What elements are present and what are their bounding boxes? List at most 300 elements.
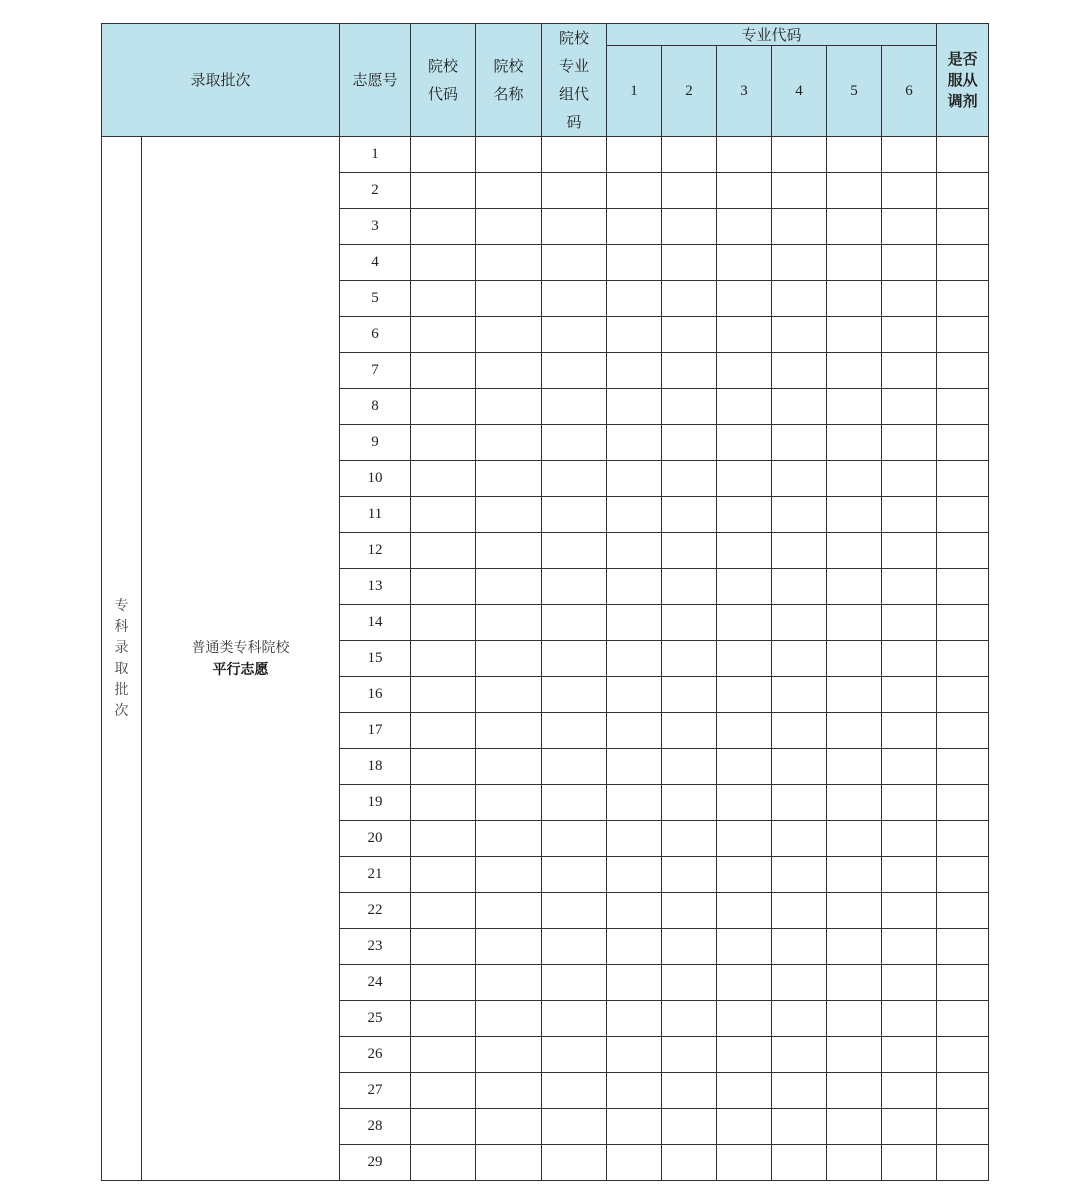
major-code-3-cell[interactable]: [717, 749, 772, 785]
major-code-1-cell[interactable]: [607, 173, 662, 209]
major-code-6-cell[interactable]: [882, 1073, 937, 1109]
group-code-cell[interactable]: [542, 245, 607, 281]
major-code-4-cell[interactable]: [772, 929, 827, 965]
group-code-cell[interactable]: [542, 857, 607, 893]
major-code-1-cell[interactable]: [607, 821, 662, 857]
group-code-cell[interactable]: [542, 1001, 607, 1037]
adjustment-cell[interactable]: [937, 713, 989, 749]
major-code-5-cell[interactable]: [827, 1109, 882, 1145]
school-name-cell[interactable]: [476, 677, 542, 713]
major-code-3-cell[interactable]: [717, 425, 772, 461]
major-code-2-cell[interactable]: [662, 893, 717, 929]
major-code-4-cell[interactable]: [772, 749, 827, 785]
major-code-2-cell[interactable]: [662, 245, 717, 281]
major-code-1-cell[interactable]: [607, 317, 662, 353]
major-code-1-cell[interactable]: [607, 713, 662, 749]
major-code-1-cell[interactable]: [607, 569, 662, 605]
major-code-3-cell[interactable]: [717, 929, 772, 965]
major-code-3-cell[interactable]: [717, 461, 772, 497]
school-code-cell[interactable]: [411, 821, 476, 857]
major-code-1-cell[interactable]: [607, 857, 662, 893]
group-code-cell[interactable]: [542, 425, 607, 461]
major-code-6-cell[interactable]: [882, 749, 937, 785]
wish-number: 14: [340, 605, 411, 641]
major-code-2-cell[interactable]: [662, 857, 717, 893]
major-code-4-cell[interactable]: [772, 497, 827, 533]
major-code-1-cell[interactable]: [607, 605, 662, 641]
major-code-2-cell[interactable]: [662, 785, 717, 821]
major-code-5-cell[interactable]: [827, 965, 882, 1001]
major-code-6-cell[interactable]: [882, 1001, 937, 1037]
adjustment-cell[interactable]: [937, 1109, 989, 1145]
school-code-cell[interactable]: [411, 857, 476, 893]
school-code-cell[interactable]: [411, 893, 476, 929]
major-code-6-cell[interactable]: [882, 1145, 937, 1181]
group-code-cell[interactable]: [542, 173, 607, 209]
major-code-5-cell[interactable]: [827, 821, 882, 857]
header-school-name: 院校 名称: [476, 24, 542, 137]
major-code-3-cell[interactable]: [717, 605, 772, 641]
school-code-cell[interactable]: [411, 137, 476, 173]
major-code-4-cell[interactable]: [772, 605, 827, 641]
school-name-cell[interactable]: [476, 317, 542, 353]
major-code-5-cell[interactable]: [827, 1145, 882, 1181]
major-code-6-cell[interactable]: [882, 677, 937, 713]
major-code-4-cell[interactable]: [772, 1109, 827, 1145]
group-code-cell[interactable]: [542, 641, 607, 677]
major-code-3-cell[interactable]: [717, 389, 772, 425]
major-code-4-cell[interactable]: [772, 317, 827, 353]
group-code-cell[interactable]: [542, 209, 607, 245]
major-code-5-cell[interactable]: [827, 245, 882, 281]
major-code-5-cell[interactable]: [827, 461, 882, 497]
major-code-4-cell[interactable]: [772, 1073, 827, 1109]
major-code-2-cell[interactable]: [662, 425, 717, 461]
major-code-4-cell[interactable]: [772, 425, 827, 461]
school-code-cell[interactable]: [411, 713, 476, 749]
major-code-2-cell[interactable]: [662, 1109, 717, 1145]
major-code-1-cell[interactable]: [607, 785, 662, 821]
major-code-5-cell[interactable]: [827, 317, 882, 353]
school-code-cell[interactable]: [411, 353, 476, 389]
major-code-3-cell[interactable]: [717, 893, 772, 929]
major-code-5-cell[interactable]: [827, 497, 882, 533]
major-code-4-cell[interactable]: [772, 893, 827, 929]
school-code-cell[interactable]: [411, 605, 476, 641]
major-code-4-cell[interactable]: [772, 785, 827, 821]
major-code-5-cell[interactable]: [827, 1037, 882, 1073]
major-code-5-cell[interactable]: [827, 893, 882, 929]
major-code-1-cell[interactable]: [607, 965, 662, 1001]
adjustment-cell[interactable]: [937, 605, 989, 641]
major-code-2-cell[interactable]: [662, 1037, 717, 1073]
header-school-code: 院校 代码: [411, 24, 476, 137]
school-code-cell[interactable]: [411, 317, 476, 353]
school-code-cell[interactable]: [411, 641, 476, 677]
school-name-cell[interactable]: [476, 173, 542, 209]
major-code-6-cell[interactable]: [882, 893, 937, 929]
major-code-1-cell[interactable]: [607, 497, 662, 533]
school-name-cell[interactable]: [476, 389, 542, 425]
adjustment-cell[interactable]: [937, 785, 989, 821]
adjustment-cell[interactable]: [937, 245, 989, 281]
adjustment-cell[interactable]: [937, 281, 989, 317]
major-code-1-cell[interactable]: [607, 137, 662, 173]
school-name-cell[interactable]: [476, 533, 542, 569]
adjustment-cell[interactable]: [937, 677, 989, 713]
group-code-cell[interactable]: [542, 893, 607, 929]
major-code-2-cell[interactable]: [662, 317, 717, 353]
major-code-4-cell[interactable]: [772, 461, 827, 497]
major-code-5-cell[interactable]: [827, 929, 882, 965]
adjustment-cell[interactable]: [937, 425, 989, 461]
major-code-4-cell[interactable]: [772, 965, 827, 1001]
group-code-cell[interactable]: [542, 497, 607, 533]
adjustment-cell[interactable]: [937, 1037, 989, 1073]
major-code-6-cell[interactable]: [882, 389, 937, 425]
major-code-4-cell[interactable]: [772, 353, 827, 389]
major-code-3-cell[interactable]: [717, 1109, 772, 1145]
major-code-1-cell[interactable]: [607, 425, 662, 461]
major-code-4-cell[interactable]: [772, 173, 827, 209]
major-code-2-cell[interactable]: [662, 929, 717, 965]
major-code-4-cell[interactable]: [772, 389, 827, 425]
major-code-6-cell[interactable]: [882, 1037, 937, 1073]
major-code-3-cell[interactable]: [717, 641, 772, 677]
major-code-1-cell[interactable]: [607, 641, 662, 677]
group-code-cell[interactable]: [542, 749, 607, 785]
wish-number: 17: [340, 713, 411, 749]
major-code-6-cell[interactable]: [882, 965, 937, 1001]
school-name-cell[interactable]: [476, 137, 542, 173]
major-code-4-cell[interactable]: [772, 641, 827, 677]
school-code-cell[interactable]: [411, 533, 476, 569]
wish-number: 9: [340, 425, 411, 461]
major-code-4-cell[interactable]: [772, 1145, 827, 1181]
school-name-cell[interactable]: [476, 821, 542, 857]
major-code-2-cell[interactable]: [662, 497, 717, 533]
major-code-1-cell[interactable]: [607, 893, 662, 929]
category-type: 平行志愿: [212, 661, 269, 678]
school-name-cell[interactable]: [476, 893, 542, 929]
school-code-cell[interactable]: [411, 929, 476, 965]
major-code-5-cell[interactable]: [827, 1001, 882, 1037]
major-code-2-cell[interactable]: [662, 353, 717, 389]
wish-number: 8: [340, 389, 411, 425]
school-code-cell[interactable]: [411, 425, 476, 461]
school-name-cell[interactable]: [476, 353, 542, 389]
group-code-cell[interactable]: [542, 533, 607, 569]
major-code-3-cell[interactable]: [717, 173, 772, 209]
major-code-6-cell[interactable]: [882, 353, 937, 389]
school-code-cell[interactable]: [411, 245, 476, 281]
adjustment-cell[interactable]: [937, 353, 989, 389]
group-code-cell[interactable]: [542, 353, 607, 389]
group-code-cell[interactable]: [542, 713, 607, 749]
major-code-3-cell[interactable]: [717, 677, 772, 713]
group-code-cell[interactable]: [542, 605, 607, 641]
adjustment-cell[interactable]: [937, 461, 989, 497]
major-code-2-cell[interactable]: [662, 461, 717, 497]
major-code-2-cell[interactable]: [662, 749, 717, 785]
major-code-6-cell[interactable]: [882, 137, 937, 173]
school-name-cell[interactable]: [476, 569, 542, 605]
major-code-2-cell[interactable]: [662, 1145, 717, 1181]
adjustment-cell[interactable]: [937, 137, 989, 173]
group-code-cell[interactable]: [542, 821, 607, 857]
school-name-cell[interactable]: [476, 965, 542, 1001]
major-code-1-cell[interactable]: [607, 281, 662, 317]
major-code-1-cell[interactable]: [607, 1001, 662, 1037]
major-code-4-cell[interactable]: [772, 1037, 827, 1073]
major-code-5-cell[interactable]: [827, 353, 882, 389]
major-code-5-cell[interactable]: [827, 857, 882, 893]
major-code-6-cell[interactable]: [882, 209, 937, 245]
adjustment-cell[interactable]: [937, 1145, 989, 1181]
adjustment-cell[interactable]: [937, 1073, 989, 1109]
major-code-4-cell[interactable]: [772, 137, 827, 173]
major-code-5-cell[interactable]: [827, 1073, 882, 1109]
school-code-cell[interactable]: [411, 1109, 476, 1145]
major-code-3-cell[interactable]: [717, 209, 772, 245]
group-code-cell[interactable]: [542, 1037, 607, 1073]
major-code-3-cell[interactable]: [717, 245, 772, 281]
adjustment-cell[interactable]: [937, 929, 989, 965]
adjustment-cell[interactable]: [937, 389, 989, 425]
major-code-4-cell[interactable]: [772, 245, 827, 281]
adjustment-cell[interactable]: [937, 173, 989, 209]
major-code-1-cell[interactable]: [607, 389, 662, 425]
group-code-cell[interactable]: [542, 461, 607, 497]
major-code-6-cell[interactable]: [882, 533, 937, 569]
school-name-cell[interactable]: [476, 1073, 542, 1109]
major-code-3-cell[interactable]: [717, 281, 772, 317]
school-code-cell[interactable]: [411, 749, 476, 785]
school-name-cell[interactable]: [476, 605, 542, 641]
major-code-3-cell[interactable]: [717, 1037, 772, 1073]
major-code-5-cell[interactable]: [827, 425, 882, 461]
major-code-1-cell[interactable]: [607, 533, 662, 569]
school-code-cell[interactable]: [411, 785, 476, 821]
major-code-3-cell[interactable]: [717, 713, 772, 749]
wish-number: 11: [340, 497, 411, 533]
group-code-cell[interactable]: [542, 965, 607, 1001]
major-code-1-cell[interactable]: [607, 461, 662, 497]
school-name-cell[interactable]: [476, 641, 542, 677]
school-name-cell[interactable]: [476, 1037, 542, 1073]
major-code-2-cell[interactable]: [662, 173, 717, 209]
group-code-cell[interactable]: [542, 929, 607, 965]
major-code-3-cell[interactable]: [717, 353, 772, 389]
school-code-cell[interactable]: [411, 677, 476, 713]
adjustment-cell[interactable]: [937, 893, 989, 929]
adjustment-cell[interactable]: [937, 749, 989, 785]
major-code-4-cell[interactable]: [772, 857, 827, 893]
major-code-2-cell[interactable]: [662, 641, 717, 677]
major-code-4-cell[interactable]: [772, 533, 827, 569]
major-code-1-cell[interactable]: [607, 353, 662, 389]
major-code-6-cell[interactable]: [882, 497, 937, 533]
major-code-5-cell[interactable]: [827, 569, 882, 605]
group-code-cell[interactable]: [542, 1109, 607, 1145]
major-code-6-cell[interactable]: [882, 641, 937, 677]
major-code-3-cell[interactable]: [717, 317, 772, 353]
major-code-6-cell[interactable]: [882, 929, 937, 965]
school-name-cell[interactable]: [476, 713, 542, 749]
header-wish-number: 志愿号: [340, 24, 411, 137]
major-code-6-cell[interactable]: [882, 281, 937, 317]
major-code-5-cell[interactable]: [827, 209, 882, 245]
school-name-cell[interactable]: [476, 497, 542, 533]
major-code-2-cell[interactable]: [662, 209, 717, 245]
major-code-2-cell[interactable]: [662, 965, 717, 1001]
group-code-cell[interactable]: [542, 137, 607, 173]
adjustment-cell[interactable]: [937, 965, 989, 1001]
major-code-6-cell[interactable]: [882, 569, 937, 605]
major-code-3-cell[interactable]: [717, 1001, 772, 1037]
major-code-1-cell[interactable]: [607, 749, 662, 785]
major-code-4-cell[interactable]: [772, 1001, 827, 1037]
adjustment-cell[interactable]: [937, 533, 989, 569]
school-code-cell[interactable]: [411, 1001, 476, 1037]
school-name-cell[interactable]: [476, 461, 542, 497]
adjustment-cell[interactable]: [937, 821, 989, 857]
major-code-5-cell[interactable]: [827, 713, 882, 749]
school-code-cell[interactable]: [411, 389, 476, 425]
school-name-cell[interactable]: [476, 785, 542, 821]
major-code-3-cell[interactable]: [717, 533, 772, 569]
school-name-cell[interactable]: [476, 1001, 542, 1037]
adjustment-cell[interactable]: [937, 641, 989, 677]
major-code-5-cell[interactable]: [827, 173, 882, 209]
major-code-6-cell[interactable]: [882, 317, 937, 353]
major-code-1-cell[interactable]: [607, 245, 662, 281]
school-code-cell[interactable]: [411, 281, 476, 317]
major-code-6-cell[interactable]: [882, 173, 937, 209]
major-code-3-cell[interactable]: [717, 821, 772, 857]
school-name-cell[interactable]: [476, 857, 542, 893]
school-name-cell[interactable]: [476, 425, 542, 461]
school-name-cell[interactable]: [476, 929, 542, 965]
major-code-4-cell[interactable]: [772, 209, 827, 245]
major-code-1-cell[interactable]: [607, 1109, 662, 1145]
header-accept-adjustment: 是否 服从 调剂: [937, 24, 989, 137]
major-code-6-cell[interactable]: [882, 245, 937, 281]
school-code-cell[interactable]: [411, 497, 476, 533]
adjustment-cell[interactable]: [937, 569, 989, 605]
major-code-4-cell[interactable]: [772, 281, 827, 317]
adjustment-cell[interactable]: [937, 317, 989, 353]
major-code-5-cell[interactable]: [827, 533, 882, 569]
major-code-6-cell[interactable]: [882, 1109, 937, 1145]
major-code-3-cell[interactable]: [717, 137, 772, 173]
school-name-cell[interactable]: [476, 281, 542, 317]
major-code-2-cell[interactable]: [662, 533, 717, 569]
major-code-2-cell[interactable]: [662, 1073, 717, 1109]
major-code-5-cell[interactable]: [827, 137, 882, 173]
major-code-5-cell[interactable]: [827, 749, 882, 785]
group-code-cell[interactable]: [542, 785, 607, 821]
school-code-cell[interactable]: [411, 1145, 476, 1181]
school-code-cell[interactable]: [411, 461, 476, 497]
major-code-5-cell[interactable]: [827, 677, 882, 713]
major-code-1-cell[interactable]: [607, 677, 662, 713]
school-code-cell[interactable]: [411, 173, 476, 209]
major-code-1-cell[interactable]: [607, 1073, 662, 1109]
group-code-cell[interactable]: [542, 1145, 607, 1181]
major-code-2-cell[interactable]: [662, 821, 717, 857]
school-code-cell[interactable]: [411, 209, 476, 245]
major-code-4-cell[interactable]: [772, 677, 827, 713]
major-code-2-cell[interactable]: [662, 281, 717, 317]
major-code-3-cell[interactable]: [717, 1073, 772, 1109]
major-code-4-cell[interactable]: [772, 821, 827, 857]
major-code-6-cell[interactable]: [882, 785, 937, 821]
major-code-6-cell[interactable]: [882, 425, 937, 461]
major-code-5-cell[interactable]: [827, 281, 882, 317]
major-code-6-cell[interactable]: [882, 461, 937, 497]
major-code-3-cell[interactable]: [717, 1145, 772, 1181]
school-code-cell[interactable]: [411, 1037, 476, 1073]
major-code-3-cell[interactable]: [717, 965, 772, 1001]
adjustment-cell[interactable]: [937, 1001, 989, 1037]
school-name-cell[interactable]: [476, 209, 542, 245]
adjustment-cell[interactable]: [937, 497, 989, 533]
major-code-2-cell[interactable]: [662, 713, 717, 749]
major-code-1-cell[interactable]: [607, 209, 662, 245]
major-code-5-cell[interactable]: [827, 785, 882, 821]
major-code-2-cell[interactable]: [662, 389, 717, 425]
major-code-3-cell[interactable]: [717, 569, 772, 605]
major-code-5-cell[interactable]: [827, 641, 882, 677]
group-code-cell[interactable]: [542, 1073, 607, 1109]
major-code-6-cell[interactable]: [882, 605, 937, 641]
adjustment-cell[interactable]: [937, 857, 989, 893]
major-code-5-cell[interactable]: [827, 605, 882, 641]
major-code-1-cell[interactable]: [607, 929, 662, 965]
major-code-2-cell[interactable]: [662, 569, 717, 605]
school-name-cell[interactable]: [476, 1109, 542, 1145]
major-code-5-cell[interactable]: [827, 389, 882, 425]
group-code-cell[interactable]: [542, 389, 607, 425]
group-code-cell[interactable]: [542, 677, 607, 713]
major-code-4-cell[interactable]: [772, 569, 827, 605]
school-name-cell[interactable]: [476, 749, 542, 785]
major-code-2-cell[interactable]: [662, 677, 717, 713]
major-code-3-cell[interactable]: [717, 785, 772, 821]
major-code-3-cell[interactable]: [717, 857, 772, 893]
major-code-2-cell[interactable]: [662, 605, 717, 641]
group-code-cell[interactable]: [542, 281, 607, 317]
major-code-1-cell[interactable]: [607, 1145, 662, 1181]
adjustment-cell[interactable]: [937, 209, 989, 245]
major-code-3-cell[interactable]: [717, 497, 772, 533]
major-code-1-cell[interactable]: [607, 1037, 662, 1073]
school-code-cell[interactable]: [411, 965, 476, 1001]
major-code-2-cell[interactable]: [662, 137, 717, 173]
school-code-cell[interactable]: [411, 569, 476, 605]
school-name-cell[interactable]: [476, 245, 542, 281]
group-code-cell[interactable]: [542, 317, 607, 353]
major-code-6-cell[interactable]: [882, 713, 937, 749]
school-code-cell[interactable]: [411, 1073, 476, 1109]
major-code-6-cell[interactable]: [882, 821, 937, 857]
major-code-2-cell[interactable]: [662, 1001, 717, 1037]
major-code-6-cell[interactable]: [882, 857, 937, 893]
school-name-cell[interactable]: [476, 1145, 542, 1181]
major-code-4-cell[interactable]: [772, 713, 827, 749]
group-code-cell[interactable]: [542, 569, 607, 605]
